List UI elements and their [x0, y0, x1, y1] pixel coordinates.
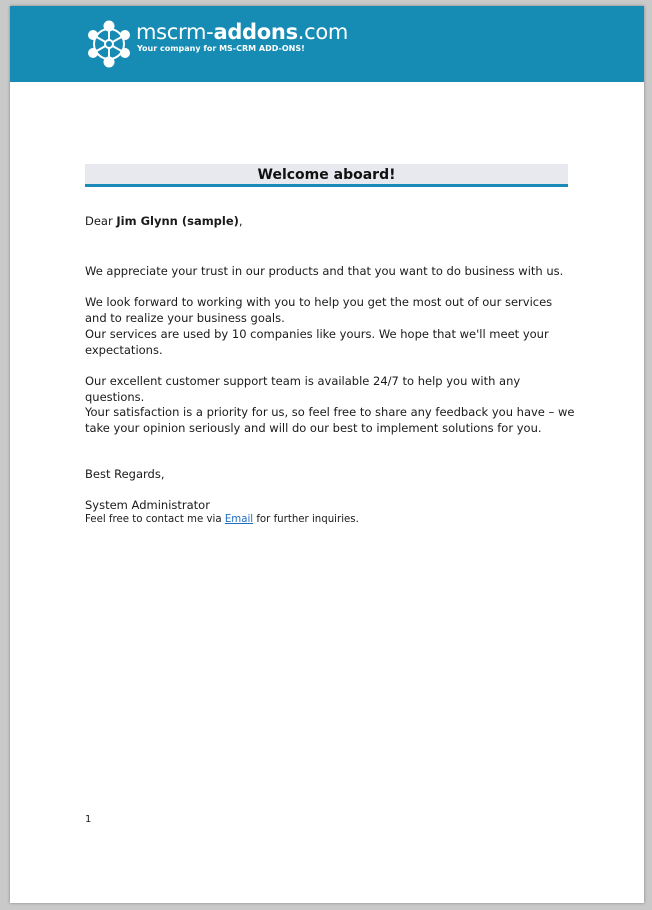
paragraph-2a: We look forward to working with you to help you get the most out of our services and to realize your business goals.: [85, 295, 553, 325]
brand-name: [136, 20, 348, 44]
contact-suffix: for further inquiries.: [253, 514, 359, 525]
paragraph-4: Your satisfaction is a priority for us, so feel free to share any feedback you have – we take your opinion seriously and will do our best to implement solutions for you.: [85, 405, 575, 435]
email-link[interactable]: Email: [224, 514, 254, 525]
contact-line: [85, 513, 575, 527]
paragraph-1: We appreciate your trust in our products and that you want to do business with us.: [85, 264, 564, 278]
brand-header: [10, 6, 644, 82]
contact-prefix: Feel free to contact me via: [85, 514, 225, 525]
molecule-logo-icon: [85, 19, 133, 69]
letter-title: Welcome aboard!: [257, 167, 396, 183]
salutation-suffix: ,: [238, 214, 243, 228]
brand-name-bold: addons: [213, 20, 298, 44]
recipient-name: Jim Glynn (sample): [116, 214, 239, 228]
page-number: 1: [85, 814, 92, 825]
salutation-prefix: Dear: [85, 214, 117, 228]
closing: Best Regards,: [85, 467, 165, 481]
brand-name-prefix: mscrm-: [136, 20, 214, 44]
brand-name-suffix: .com: [297, 20, 349, 44]
paragraph-3: Our excellent customer support team is available 24/7 to help you with any questions.: [85, 374, 521, 404]
signer-name: System Administrator: [85, 498, 210, 512]
brand-tagline: Your company for MS-CRM ADD-ONS!: [137, 44, 305, 53]
letter-title-bar: [85, 164, 568, 187]
salutation: [85, 213, 575, 229]
paragraph-2b: Our services are used by 10 companies like yours. We hope that we'll meet your expectations.: [85, 327, 549, 357]
document-page: [10, 6, 644, 903]
